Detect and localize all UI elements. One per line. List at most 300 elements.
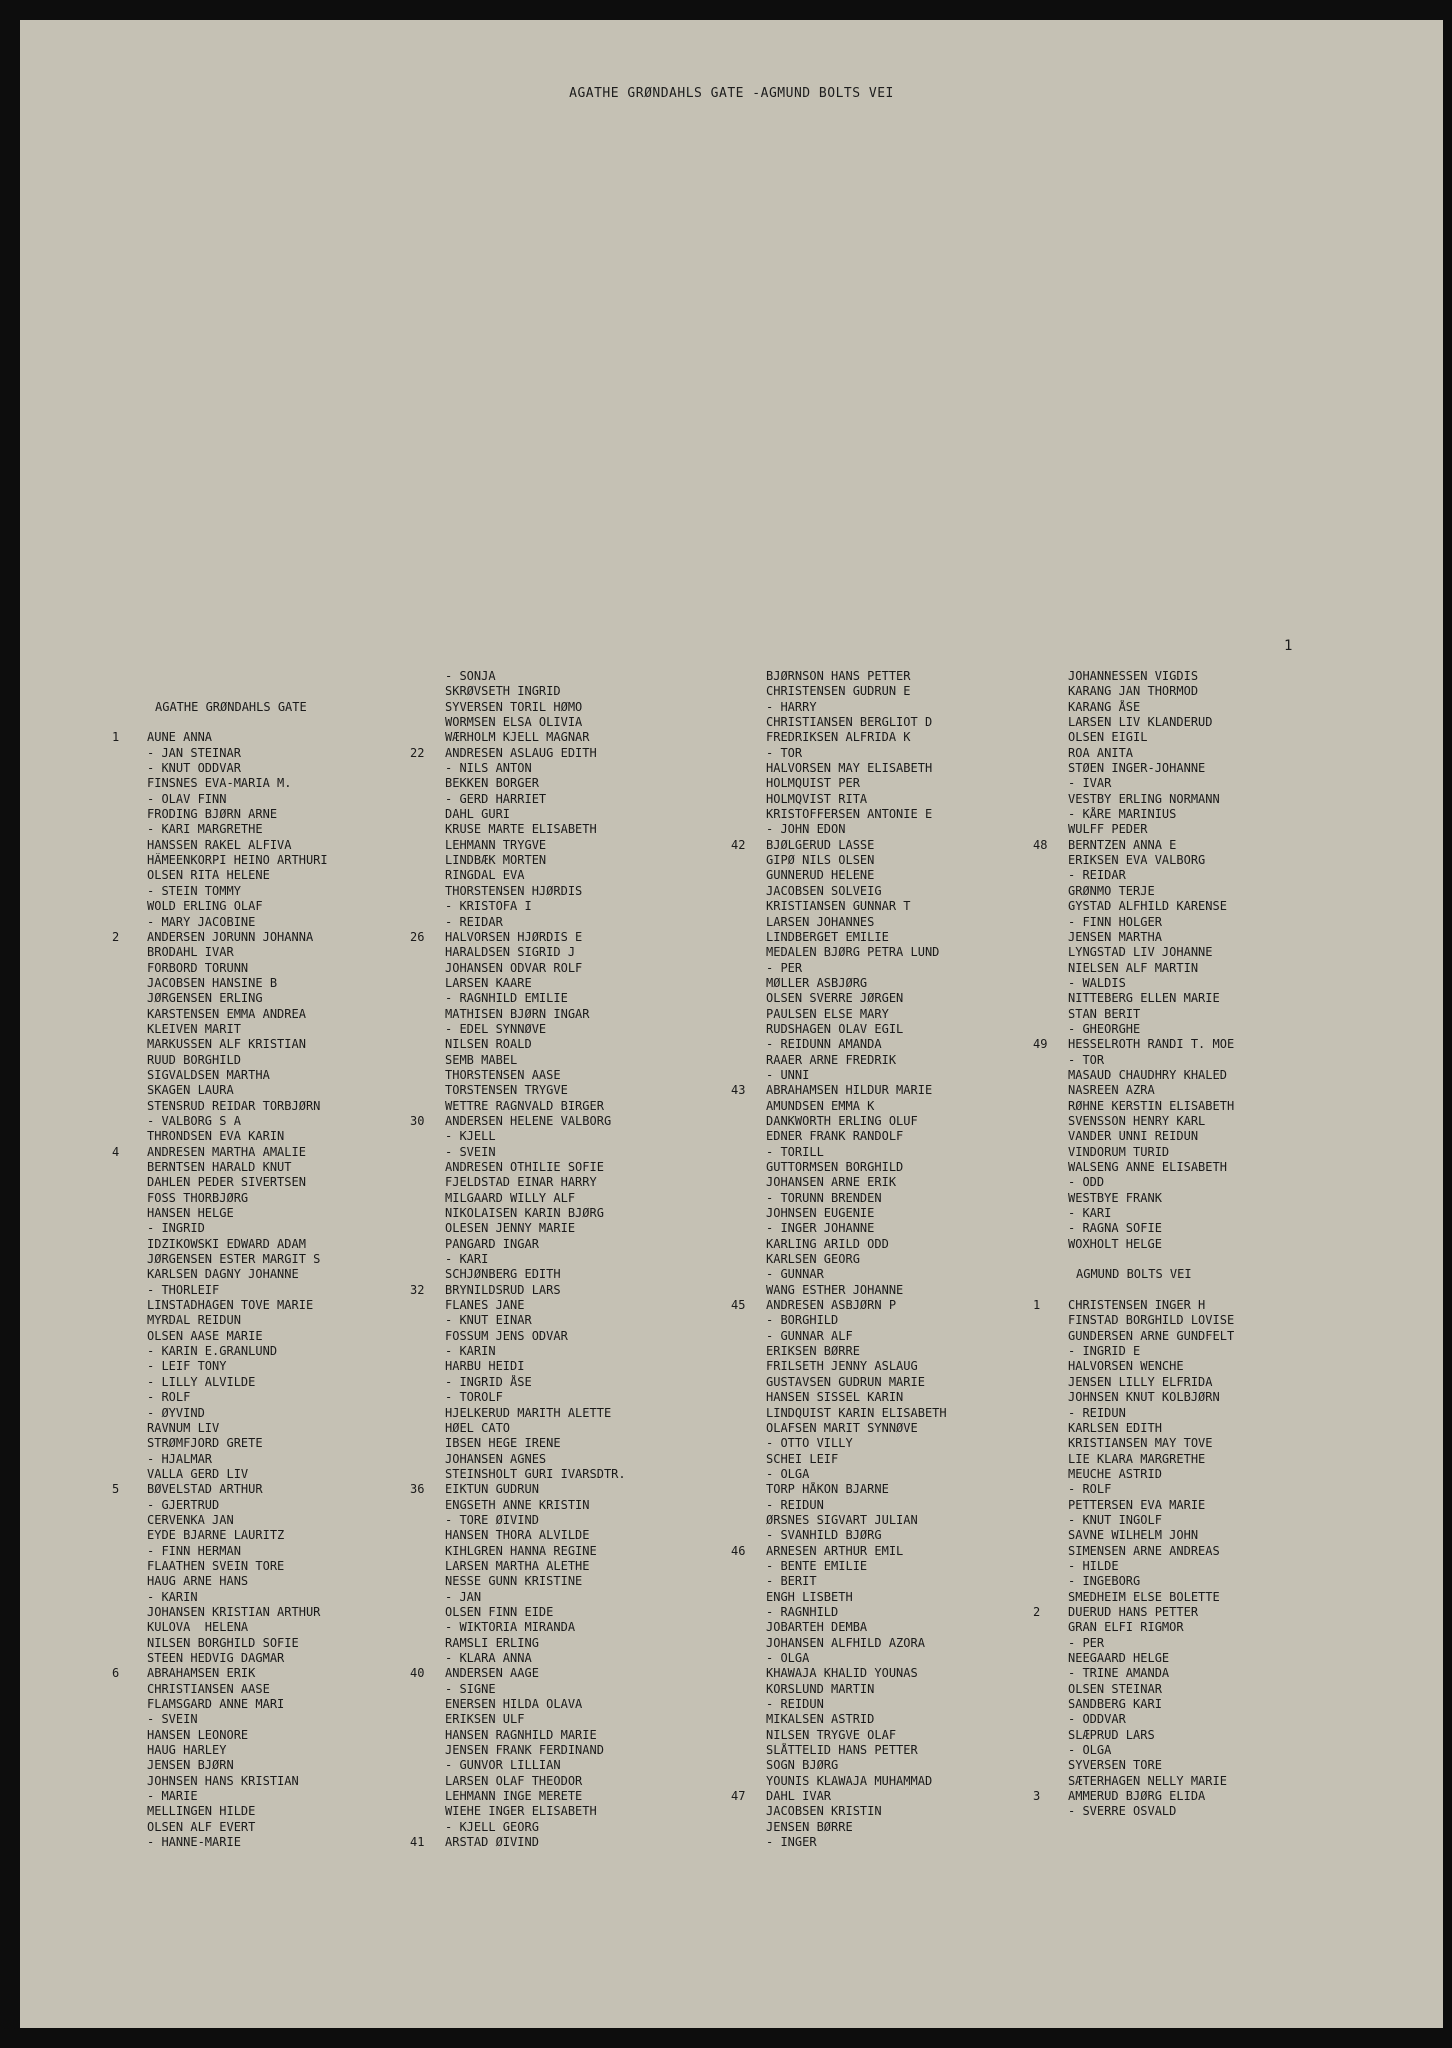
resident-name: HALVORSEN WENCHE: [1068, 1359, 1184, 1374]
resident-name: TORP HÅKON BJARNE: [766, 1482, 889, 1497]
house-number: 4: [112, 1144, 120, 1159]
resident-name: MIKALSEN ASTRID: [766, 1712, 875, 1727]
resident-entry: [731, 991, 1046, 1006]
resident-entry: [112, 1513, 427, 1528]
resident-name: SMEDHEIM ELSE BOLETTE: [1068, 1589, 1220, 1604]
resident-entry: [1033, 1252, 1348, 1267]
resident-entry: [410, 884, 725, 899]
resident-name: FINSTAD BORGHILD LOVISE: [1068, 1313, 1235, 1328]
resident-name: CHRISTIANSEN BERGLIOT D: [766, 715, 933, 730]
resident-name: - TORUNN BRENDEN: [766, 1190, 882, 1205]
resident-entry: [112, 1221, 427, 1236]
resident-entry: [731, 1053, 1046, 1068]
resident-entry: [1033, 1482, 1348, 1497]
resident-entry: [410, 1421, 725, 1436]
resident-name: DAHL IVAR: [766, 1789, 832, 1804]
resident-name: BJØRNSON HANS PETTER: [766, 669, 911, 683]
resident-entry: [112, 1191, 427, 1206]
resident-name: - MARY JACOBINE: [147, 914, 256, 929]
resident-entry: [1033, 899, 1348, 914]
resident-name: STENSRUD REIDAR TORBJØRN: [147, 1098, 321, 1113]
resident-entry: [112, 1298, 427, 1313]
house-number: 3: [1033, 1789, 1041, 1804]
resident-entry: [731, 1728, 1046, 1743]
resident-entry: [1033, 1774, 1348, 1789]
resident-name: LINSTADHAGEN TOVE MARIE: [147, 1298, 314, 1313]
resident-name: - JAN: [445, 1589, 482, 1604]
resident-name: KRISTIANSEN GUNNAR T: [766, 899, 911, 914]
resident-name: MARKUSSEN ALF KRISTIAN: [147, 1037, 306, 1052]
resident-entry: [112, 1037, 427, 1052]
resident-entry: [731, 1712, 1046, 1727]
resident-entry: [410, 684, 725, 699]
resident-entry: [112, 1406, 427, 1421]
resident-entry: [112, 1574, 427, 1589]
resident-name: - THORLEIF: [147, 1282, 220, 1297]
resident-name: EIKTUN GUDRUN: [445, 1482, 539, 1497]
house-number: 5: [112, 1482, 120, 1497]
resident-entry: [410, 899, 725, 914]
resident-entry: [112, 1559, 427, 1574]
resident-entry: [410, 1636, 725, 1651]
resident-entry: [112, 838, 427, 853]
resident-entry: [112, 1022, 427, 1037]
resident-entry: [731, 838, 1046, 853]
resident-name: RAVNUM LIV: [147, 1420, 220, 1435]
resident-name: MEUCHE ASTRID: [1068, 1466, 1162, 1481]
resident-entry: [410, 1160, 725, 1175]
resident-entry: [112, 1267, 427, 1282]
resident-entry: [731, 1099, 1046, 1114]
resident-name: - KLARA ANNA: [445, 1651, 532, 1665]
column-1: [112, 669, 427, 1850]
resident-entry: [731, 1498, 1046, 1513]
resident-entry: [410, 1651, 725, 1666]
resident-name: JØRGENSEN ESTER MARGIT S: [147, 1252, 321, 1267]
resident-name: CHRISTIANSEN AASE: [147, 1681, 270, 1696]
street-name: AGATHE GRØNDAHLS GATE: [155, 699, 307, 714]
resident-entry: [112, 807, 427, 822]
resident-name: SVENSSON HENRY KARL: [1068, 1113, 1206, 1128]
resident-entry: [1033, 700, 1348, 715]
resident-name: STEINSHOLT GURI IVARSDTR.: [445, 1466, 626, 1481]
resident-entry: [112, 1712, 427, 1727]
resident-name: STAN BERIT: [1068, 1006, 1141, 1021]
resident-entry: [731, 884, 1046, 899]
resident-entry: [731, 822, 1046, 837]
street-heading: [1033, 1267, 1348, 1282]
resident-name: ANDRESEN MARTHA AMALIE: [147, 1144, 306, 1159]
resident-name: - KARIN: [147, 1589, 198, 1604]
resident-name: - TOROLF: [445, 1390, 503, 1405]
resident-name: - TOR: [766, 745, 803, 760]
resident-entry: [410, 1804, 725, 1819]
resident-entry: [410, 976, 725, 991]
resident-entry: [731, 976, 1046, 991]
resident-entry: [731, 899, 1046, 914]
resident-entry: [410, 1574, 725, 1589]
resident-entry: [1033, 1160, 1348, 1175]
resident-entry: [410, 1835, 725, 1850]
resident-name: HOLMQVIST RITA: [766, 791, 868, 806]
resident-name: - KRISTOFA I: [445, 899, 532, 914]
house-number: 43: [731, 1083, 746, 1098]
resident-name: - INGEBORG: [1068, 1574, 1141, 1589]
resident-entry: [410, 1728, 725, 1743]
page-title: AGATHE GRØNDAHLS GATE -AGMUND BOLTS VEI: [569, 86, 894, 101]
resident-entry: [410, 930, 725, 945]
resident-entry: [410, 792, 725, 807]
resident-entry: [1033, 1221, 1348, 1236]
resident-name: IBSEN HEGE IRENE: [445, 1436, 561, 1451]
resident-entry: [1033, 1175, 1348, 1190]
resident-entry: [112, 961, 427, 976]
resident-entry: [1033, 1083, 1348, 1098]
resident-name: - KNUT ODDVAR: [147, 761, 241, 776]
resident-entry: [410, 1789, 725, 1804]
resident-name: ANDERSEN HELENE VALBORG: [445, 1113, 612, 1128]
resident-name: - WIKTORIA MIRANDA: [445, 1620, 576, 1635]
resident-name: - KJELL GEORG: [445, 1819, 539, 1834]
resident-name: WANG ESTHER JOHANNE: [766, 1282, 904, 1297]
resident-name: KRISTOFFERSEN ANTONIE E: [766, 807, 933, 822]
resident-entry: [410, 700, 725, 715]
resident-name: - OTTO VILLY: [766, 1436, 853, 1451]
resident-name: HØEL CATO: [445, 1420, 511, 1435]
resident-name: DANKWORTH ERLING OLUF: [766, 1113, 918, 1128]
resident-name: - KJELL: [445, 1129, 496, 1144]
resident-name: JENSEN MARTHA: [1068, 929, 1162, 944]
resident-entry: [112, 1666, 427, 1681]
resident-entry: [1033, 1697, 1348, 1712]
resident-name: RAAER ARNE FREDRIK: [766, 1052, 897, 1067]
resident-name: NILSEN TRYGVE OLAF: [766, 1727, 897, 1742]
resident-name: AMMERUD BJØRG ELIDA: [1068, 1789, 1206, 1804]
resident-entry: [410, 1037, 725, 1052]
resident-name: HAUG ARNE HANS: [147, 1574, 249, 1589]
resident-name: STØEN INGER-JOHANNE: [1068, 761, 1206, 776]
resident-entry: [112, 1728, 427, 1743]
resident-entry: [410, 961, 725, 976]
resident-entry: [731, 1636, 1046, 1651]
resident-name: NIKOLAISEN KARIN BJØRG: [445, 1206, 604, 1221]
resident-entry: [410, 853, 725, 868]
resident-name: - PER: [766, 960, 803, 975]
house-number: 32: [410, 1282, 425, 1297]
resident-name: WORMSEN ELSA OLIVIA: [445, 715, 583, 730]
resident-name: - WALDIS: [1068, 975, 1126, 990]
resident-entry: [410, 776, 725, 791]
resident-entry: [410, 945, 725, 960]
resident-name: MATHISEN BJØRN INGAR: [445, 1006, 590, 1021]
resident-name: - TRINE AMANDA: [1068, 1666, 1170, 1681]
resident-entry: [410, 1758, 725, 1773]
resident-entry: [1033, 1329, 1348, 1344]
resident-entry: [112, 899, 427, 914]
resident-name: ERIKSEN BØRRE: [766, 1344, 860, 1359]
resident-entry: [112, 669, 427, 684]
resident-name: THORSTENSEN HJØRDIS: [445, 883, 583, 898]
resident-name: STRØMFJORD GRETE: [147, 1436, 263, 1451]
resident-name: - REIDUN: [766, 1697, 824, 1712]
resident-name: - ROLF: [1068, 1482, 1112, 1497]
resident-entry: [731, 700, 1046, 715]
resident-entry: [1033, 746, 1348, 761]
resident-entry: [112, 930, 427, 945]
resident-name: WALSENG ANNE ELISABETH: [1068, 1160, 1227, 1174]
resident-entry: [410, 1053, 725, 1068]
resident-entry: [731, 868, 1046, 883]
resident-name: - MARIE: [147, 1789, 198, 1804]
resident-entry: [1033, 792, 1348, 807]
resident-name: HANSSEN RAKEL ALFIVA: [147, 837, 292, 852]
street-heading: [112, 700, 427, 715]
resident-name: JOHANNESSEN VIGDIS: [1068, 669, 1199, 683]
resident-name: - GUNNAR: [766, 1267, 824, 1282]
resident-entry: [1033, 945, 1348, 960]
resident-entry: [731, 1083, 1046, 1098]
resident-name: - RAGNHILD: [766, 1604, 839, 1619]
resident-name: JOHANSEN KRISTIAN ARTHUR: [147, 1604, 321, 1619]
resident-entry: [731, 1390, 1046, 1405]
resident-name: LINDBÆK MORTEN: [445, 853, 547, 868]
resident-name: ABRAHAMSEN HILDUR MARIE: [766, 1083, 933, 1098]
resident-entry: [1033, 868, 1348, 883]
resident-name: WESTBYE FRANK: [1068, 1190, 1162, 1205]
resident-entry: [112, 1804, 427, 1819]
resident-entry: [1033, 1513, 1348, 1528]
resident-entry: [1033, 1375, 1348, 1390]
resident-entry: [1033, 884, 1348, 899]
resident-name: NILSEN ROALD: [445, 1037, 532, 1052]
resident-name: FOSSUM JENS ODVAR: [445, 1328, 568, 1343]
resident-entry: [1033, 822, 1348, 837]
resident-name: KARANG ÅSE: [1068, 699, 1141, 714]
resident-entry: [112, 991, 427, 1006]
resident-entry: [731, 1145, 1046, 1160]
resident-entry: [112, 1697, 427, 1712]
resident-name: HANSEN SISSEL KARIN: [766, 1390, 904, 1405]
resident-name: SAVNE WILHELM JOHN: [1068, 1528, 1199, 1543]
resident-entry: [410, 1298, 725, 1313]
resident-entry: [731, 1682, 1046, 1697]
resident-name: - HJALMAR: [147, 1451, 213, 1466]
resident-name: SCHEI LEIF: [766, 1451, 839, 1466]
resident-entry: [731, 1528, 1046, 1543]
resident-entry: [410, 1175, 725, 1190]
resident-name: ANDERSEN AAGE: [445, 1666, 539, 1681]
resident-name: OLSEN SVERRE JØRGEN: [766, 991, 904, 1006]
resident-entry: [112, 1007, 427, 1022]
resident-name: - OLGA: [766, 1466, 810, 1481]
resident-entry: [731, 807, 1046, 822]
resident-name: ERIKSEN ULF: [445, 1712, 525, 1727]
resident-entry: [112, 1375, 427, 1390]
resident-entry: [410, 1283, 725, 1298]
resident-entry: [1033, 1452, 1348, 1467]
resident-entry: [410, 1344, 725, 1359]
resident-entry: [1033, 1022, 1348, 1037]
resident-name: - KARIN: [445, 1344, 496, 1359]
resident-entry: [1033, 1129, 1348, 1144]
resident-name: THRONDSEN EVA KARIN: [147, 1129, 285, 1144]
resident-entry: [112, 976, 427, 991]
resident-entry: [731, 1267, 1046, 1282]
resident-entry: [1033, 1544, 1348, 1559]
resident-name: KLEIVEN MARIT: [147, 1021, 241, 1036]
resident-entry: [112, 1313, 427, 1328]
resident-entry: [731, 1359, 1046, 1374]
resident-entry: [1033, 961, 1348, 976]
resident-name: NESSE GUNN KRISTINE: [445, 1574, 583, 1589]
resident-name: - INGRID: [147, 1221, 205, 1236]
resident-name: OLSEN EIGIL: [1068, 730, 1148, 745]
resident-entry: [112, 1237, 427, 1252]
resident-name: GRØNMO TERJE: [1068, 883, 1155, 898]
resident-entry: [731, 1344, 1046, 1359]
resident-entry: [1033, 1636, 1348, 1651]
resident-entry: [112, 1068, 427, 1083]
resident-entry: [731, 1298, 1046, 1313]
resident-entry: [410, 991, 725, 1006]
house-number: 22: [410, 745, 425, 760]
resident-name: RAMSLI ERLING: [445, 1635, 539, 1650]
resident-entry: [731, 1835, 1046, 1850]
resident-entry: [731, 792, 1046, 807]
resident-name: WETTRE RAGNVALD BIRGER: [445, 1098, 604, 1113]
resident-entry: [731, 1237, 1046, 1252]
resident-name: - JOHN EDON: [766, 822, 846, 837]
resident-name: THORSTENSEN AASE: [445, 1067, 561, 1082]
resident-name: LARSEN KAARE: [445, 975, 532, 990]
resident-name: MØLLER ASBJØRG: [766, 975, 868, 990]
resident-entry: [731, 1666, 1046, 1681]
resident-name: HÄMEENKORPI HEINO ARTHURI: [147, 853, 328, 868]
resident-name: BØVELSTAD ARTHUR: [147, 1482, 263, 1497]
resident-entry: [1033, 1007, 1348, 1022]
resident-entry: [410, 1712, 725, 1727]
resident-entry: [731, 684, 1046, 699]
resident-entry: [731, 1252, 1046, 1267]
resident-entry: [731, 1651, 1046, 1666]
house-number: 1: [112, 730, 120, 745]
resident-name: RUUD BORGHILD: [147, 1052, 241, 1067]
resident-entry: [112, 1758, 427, 1773]
resident-entry: [112, 1145, 427, 1160]
resident-name: - KNUT INGOLF: [1068, 1512, 1162, 1527]
resident-name: SIMENSEN ARNE ANDREAS: [1068, 1543, 1220, 1558]
resident-entry: [731, 1804, 1046, 1819]
resident-entry: [731, 1206, 1046, 1221]
resident-name: HARBU HEIDI: [445, 1359, 525, 1374]
resident-name: HAUG HARLEY: [147, 1743, 227, 1758]
resident-entry: [731, 1037, 1046, 1052]
resident-name: AUNE ANNA: [147, 730, 213, 745]
resident-name: LARSEN MARTHA ALETHE: [445, 1558, 590, 1573]
resident-name: ØRSNES SIGVART JULIAN: [766, 1512, 918, 1527]
resident-entry: [410, 1145, 725, 1160]
resident-entry: [112, 1421, 427, 1436]
resident-entry: [731, 1452, 1046, 1467]
resident-name: KARSTENSEN EMMA ANDREA: [147, 1006, 306, 1021]
resident-entry: [1033, 1313, 1348, 1328]
resident-entry: [112, 1774, 427, 1789]
house-number: 1: [1033, 1298, 1041, 1313]
resident-entry: [731, 1007, 1046, 1022]
resident-entry: [731, 1774, 1046, 1789]
resident-name: RINGDAL EVA: [445, 868, 525, 883]
resident-name: - INGER JOHANNE: [766, 1221, 875, 1236]
resident-entry: [410, 1498, 725, 1513]
resident-name: OLSEN AASE MARIE: [147, 1328, 263, 1343]
resident-entry: [410, 1206, 725, 1221]
resident-name: - EDEL SYNNØVE: [445, 1021, 547, 1036]
resident-entry: [410, 746, 725, 761]
resident-name: NIELSEN ALF MARTIN: [1068, 960, 1199, 975]
resident-name: SIGVALDSEN MARTHA: [147, 1067, 270, 1082]
resident-entry: [1033, 730, 1348, 745]
resident-entry: [1033, 838, 1348, 853]
resident-entry: [1033, 1804, 1348, 1819]
resident-name: - OLAV FINN: [147, 791, 227, 806]
resident-entry: [410, 1513, 725, 1528]
resident-name: KIHLGREN HANNA REGINE: [445, 1543, 597, 1558]
resident-name: RUDSHAGEN OLAV EGIL: [766, 1021, 904, 1036]
resident-name: PANGARD INGAR: [445, 1236, 539, 1251]
resident-entry: [410, 1252, 725, 1267]
resident-name: SCHJØNBERG EDITH: [445, 1267, 561, 1282]
resident-name: KRUSE MARTE ELISABETH: [445, 822, 597, 837]
resident-entry: [410, 1452, 725, 1467]
resident-name: KARLING ARILD ODD: [766, 1236, 889, 1251]
resident-name: GUTTORMSEN BORGHILD: [766, 1160, 904, 1174]
resident-name: ERIKSEN EVA VALBORG: [1068, 853, 1206, 868]
resident-entry: [410, 1697, 725, 1712]
resident-entry: [410, 1191, 725, 1206]
resident-name: HJELKERUD MARITH ALETTE: [445, 1405, 612, 1420]
resident-entry: [112, 1390, 427, 1405]
resident-name: - GHEORGHE: [1068, 1021, 1141, 1036]
resident-name: JOBARTEH DEMBA: [766, 1620, 868, 1635]
resident-entry: [731, 1743, 1046, 1758]
resident-entry: [731, 1175, 1046, 1190]
resident-name: ROA ANITA: [1068, 745, 1134, 760]
resident-name: SKAGEN LAURA: [147, 1083, 234, 1098]
resident-entry: [1033, 1590, 1348, 1605]
resident-name: ANDERSEN JORUNN JOHANNA: [147, 929, 314, 944]
resident-entry: [112, 1083, 427, 1098]
resident-name: KARLSEN GEORG: [766, 1252, 860, 1267]
resident-entry: [112, 1099, 427, 1114]
resident-entry: [1033, 1114, 1348, 1129]
resident-name: - KARI: [445, 1252, 489, 1267]
resident-entry: [410, 915, 725, 930]
resident-entry: [1033, 1359, 1348, 1374]
resident-name: YOUNIS KLAWAJA MUHAMMAD: [766, 1773, 933, 1788]
resident-entry: [731, 1820, 1046, 1835]
resident-entry: [112, 1820, 427, 1835]
resident-entry: [112, 1252, 427, 1267]
resident-entry: [410, 1083, 725, 1098]
resident-entry: [1033, 1758, 1348, 1773]
resident-name: WÆRHOLM KJELL MAGNAR: [445, 730, 590, 745]
resident-name: LARSEN LIV KLANDERUD: [1068, 715, 1213, 730]
resident-entry: [731, 746, 1046, 761]
resident-name: LARSEN OLAF THEODOR: [445, 1773, 583, 1788]
resident-name: NASREEN AZRA: [1068, 1083, 1155, 1098]
resident-name: - HANNE-MARIE: [147, 1835, 241, 1850]
resident-name: - ROLF: [147, 1390, 191, 1405]
